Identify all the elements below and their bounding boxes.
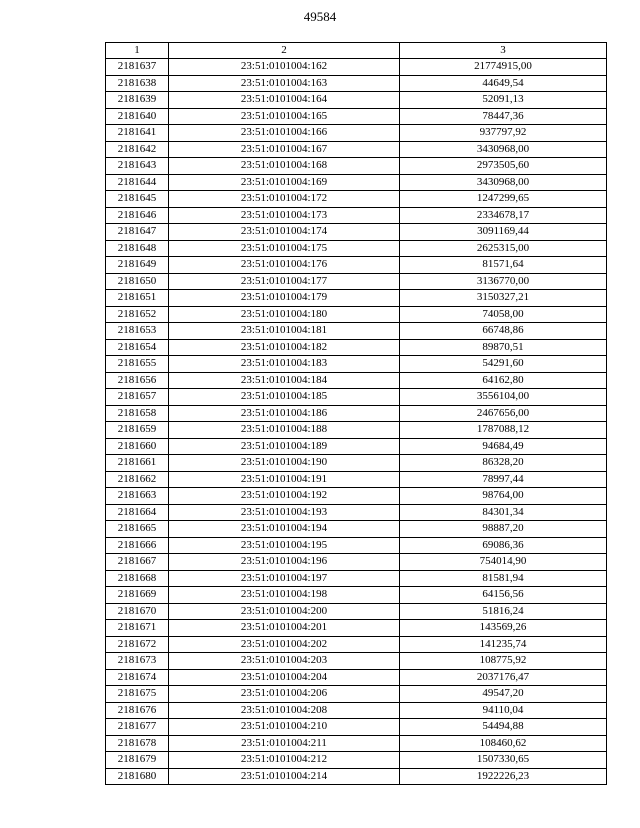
value-cell: 1507330,65 (400, 752, 607, 769)
row-number-cell: 2181653 (106, 323, 169, 340)
value-cell: 78997,44 (400, 471, 607, 488)
value-cell: 141235,74 (400, 636, 607, 653)
table-row (106, 290, 607, 307)
value-cell: 3556104,00 (400, 389, 607, 406)
value-cell: 64162,80 (400, 372, 607, 389)
table-row (106, 537, 607, 554)
row-number-cell: 2181643 (106, 158, 169, 175)
row-number-cell: 2181640 (106, 108, 169, 125)
table-row (106, 174, 607, 191)
cadastral-number-cell: 23:51:0101004:190 (169, 455, 400, 472)
table-row (106, 570, 607, 587)
table-row (106, 224, 607, 241)
value-cell: 54291,60 (400, 356, 607, 373)
cadastral-number-cell: 23:51:0101004:195 (169, 537, 400, 554)
value-cell: 78447,36 (400, 108, 607, 125)
value-cell: 3150327,21 (400, 290, 607, 307)
value-cell: 98887,20 (400, 521, 607, 538)
cadastral-number-cell: 23:51:0101004:163 (169, 75, 400, 92)
value-cell: 44649,54 (400, 75, 607, 92)
value-cell: 2037176,47 (400, 669, 607, 686)
row-number-cell: 2181663 (106, 488, 169, 505)
cadastral-number-cell: 23:51:0101004:165 (169, 108, 400, 125)
value-cell: 2334678,17 (400, 207, 607, 224)
cadastral-number-cell: 23:51:0101004:183 (169, 356, 400, 373)
row-number-cell: 2181647 (106, 224, 169, 241)
value-cell: 86328,20 (400, 455, 607, 472)
table-row (106, 75, 607, 92)
row-number-cell: 2181638 (106, 75, 169, 92)
value-cell: 1922226,23 (400, 768, 607, 785)
row-number-cell: 2181637 (106, 59, 169, 76)
row-number-cell: 2181650 (106, 273, 169, 290)
table-row (106, 405, 607, 422)
cadastral-number-cell: 23:51:0101004:191 (169, 471, 400, 488)
cadastral-number-cell: 23:51:0101004:184 (169, 372, 400, 389)
value-cell: 1247299,65 (400, 191, 607, 208)
table-row (106, 422, 607, 439)
table-row (106, 389, 607, 406)
cadastral-number-cell: 23:51:0101004:197 (169, 570, 400, 587)
row-number-cell: 2181670 (106, 603, 169, 620)
cadastral-number-cell: 23:51:0101004:169 (169, 174, 400, 191)
value-cell: 3430968,00 (400, 174, 607, 191)
row-number-cell: 2181644 (106, 174, 169, 191)
cadastral-number-cell: 23:51:0101004:210 (169, 719, 400, 736)
row-number-cell: 2181669 (106, 587, 169, 604)
cadastral-number-cell: 23:51:0101004:172 (169, 191, 400, 208)
value-cell: 64156,56 (400, 587, 607, 604)
row-number-cell: 2181677 (106, 719, 169, 736)
cadastral-number-cell: 23:51:0101004:196 (169, 554, 400, 571)
column-header: 1 (106, 43, 169, 59)
cadastral-number-cell: 23:51:0101004:208 (169, 702, 400, 719)
cadastral-number-cell: 23:51:0101004:182 (169, 339, 400, 356)
table-row (106, 108, 607, 125)
value-cell: 84301,34 (400, 504, 607, 521)
value-cell: 108460,62 (400, 735, 607, 752)
data-table (105, 42, 607, 785)
value-cell: 937797,92 (400, 125, 607, 142)
cadastral-number-cell: 23:51:0101004:186 (169, 405, 400, 422)
value-cell: 2625315,00 (400, 240, 607, 257)
cadastral-number-cell: 23:51:0101004:174 (169, 224, 400, 241)
value-cell: 21774915,00 (400, 59, 607, 76)
table-row (106, 752, 607, 769)
table-row (106, 240, 607, 257)
value-cell: 3091169,44 (400, 224, 607, 241)
value-cell: 2467656,00 (400, 405, 607, 422)
table-row (106, 323, 607, 340)
row-number-cell: 2181680 (106, 768, 169, 785)
cadastral-number-cell: 23:51:0101004:188 (169, 422, 400, 439)
value-cell: 108775,92 (400, 653, 607, 670)
table-row (106, 686, 607, 703)
table-row (106, 125, 607, 142)
cadastral-number-cell: 23:51:0101004:206 (169, 686, 400, 703)
table-row (106, 669, 607, 686)
cadastral-number-cell: 23:51:0101004:203 (169, 653, 400, 670)
row-number-cell: 2181659 (106, 422, 169, 439)
row-number-cell: 2181662 (106, 471, 169, 488)
row-number-cell: 2181676 (106, 702, 169, 719)
cadastral-number-cell: 23:51:0101004:193 (169, 504, 400, 521)
table-row (106, 158, 607, 175)
cadastral-number-cell: 23:51:0101004:180 (169, 306, 400, 323)
cadastral-number-cell: 23:51:0101004:179 (169, 290, 400, 307)
table-row (106, 438, 607, 455)
table-row (106, 356, 607, 373)
value-cell: 143569,26 (400, 620, 607, 637)
row-number-cell: 2181656 (106, 372, 169, 389)
table-row (106, 554, 607, 571)
row-number-cell: 2181657 (106, 389, 169, 406)
cadastral-number-cell: 23:51:0101004:200 (169, 603, 400, 620)
cadastral-number-cell: 23:51:0101004:198 (169, 587, 400, 604)
table-row (106, 653, 607, 670)
row-number-cell: 2181660 (106, 438, 169, 455)
row-number-cell: 2181667 (106, 554, 169, 571)
row-number-cell: 2181639 (106, 92, 169, 109)
row-number-cell: 2181666 (106, 537, 169, 554)
value-cell: 94684,49 (400, 438, 607, 455)
row-number-cell: 2181673 (106, 653, 169, 670)
row-number-cell: 2181646 (106, 207, 169, 224)
row-number-cell: 2181675 (106, 686, 169, 703)
cadastral-number-cell: 23:51:0101004:192 (169, 488, 400, 505)
table-row (106, 719, 607, 736)
table-row (106, 603, 607, 620)
value-cell: 74058,00 (400, 306, 607, 323)
value-cell: 94110,04 (400, 702, 607, 719)
table-row (106, 636, 607, 653)
value-cell: 69086,36 (400, 537, 607, 554)
row-number-cell: 2181661 (106, 455, 169, 472)
table-row (106, 59, 607, 76)
value-cell: 3430968,00 (400, 141, 607, 158)
value-cell: 54494,88 (400, 719, 607, 736)
value-cell: 754014,90 (400, 554, 607, 571)
row-number-cell: 2181665 (106, 521, 169, 538)
cadastral-number-cell: 23:51:0101004:175 (169, 240, 400, 257)
value-cell: 1787088,12 (400, 422, 607, 439)
table-row (106, 455, 607, 472)
cadastral-number-cell: 23:51:0101004:168 (169, 158, 400, 175)
cadastral-number-cell: 23:51:0101004:211 (169, 735, 400, 752)
row-number-cell: 2181648 (106, 240, 169, 257)
row-number-cell: 2181671 (106, 620, 169, 637)
value-cell: 2973505,60 (400, 158, 607, 175)
table-row (106, 768, 607, 785)
table-row (106, 92, 607, 109)
cadastral-number-cell: 23:51:0101004:204 (169, 669, 400, 686)
table-row (106, 521, 607, 538)
row-number-cell: 2181664 (106, 504, 169, 521)
row-number-cell: 2181674 (106, 669, 169, 686)
row-number-cell: 2181652 (106, 306, 169, 323)
row-number-cell: 2181642 (106, 141, 169, 158)
value-cell: 3136770,00 (400, 273, 607, 290)
cadastral-number-cell: 23:51:0101004:212 (169, 752, 400, 769)
table-row (106, 257, 607, 274)
value-cell: 98764,00 (400, 488, 607, 505)
row-number-cell: 2181655 (106, 356, 169, 373)
row-number-cell: 2181651 (106, 290, 169, 307)
table-body (106, 59, 607, 785)
table-row (106, 702, 607, 719)
value-cell: 89870,51 (400, 339, 607, 356)
value-cell: 51816,24 (400, 603, 607, 620)
cadastral-number-cell: 23:51:0101004:181 (169, 323, 400, 340)
row-number-cell: 2181672 (106, 636, 169, 653)
row-number-cell: 2181658 (106, 405, 169, 422)
table-row (106, 587, 607, 604)
cadastral-number-cell: 23:51:0101004:185 (169, 389, 400, 406)
cadastral-number-cell: 23:51:0101004:177 (169, 273, 400, 290)
row-number-cell: 2181654 (106, 339, 169, 356)
table-row (106, 471, 607, 488)
column-header: 2 (169, 43, 400, 59)
cadastral-number-cell: 23:51:0101004:189 (169, 438, 400, 455)
cadastral-number-cell: 23:51:0101004:194 (169, 521, 400, 538)
table-row (106, 306, 607, 323)
cadastral-number-cell: 23:51:0101004:167 (169, 141, 400, 158)
value-cell: 66748,86 (400, 323, 607, 340)
page-number: 49584 (303, 9, 337, 24)
row-number-cell: 2181649 (106, 257, 169, 274)
table-row (106, 620, 607, 637)
cadastral-number-cell: 23:51:0101004:176 (169, 257, 400, 274)
value-cell: 52091,13 (400, 92, 607, 109)
table-row (106, 141, 607, 158)
table-row (106, 339, 607, 356)
row-number-cell: 2181678 (106, 735, 169, 752)
table-row (106, 488, 607, 505)
table-row (106, 273, 607, 290)
table-row (106, 191, 607, 208)
row-number-cell: 2181668 (106, 570, 169, 587)
value-cell: 81571,64 (400, 257, 607, 274)
cadastral-number-cell: 23:51:0101004:201 (169, 620, 400, 637)
cadastral-number-cell: 23:51:0101004:202 (169, 636, 400, 653)
row-number-cell: 2181645 (106, 191, 169, 208)
cadastral-number-cell: 23:51:0101004:214 (169, 768, 400, 785)
value-cell: 81581,94 (400, 570, 607, 587)
row-number-cell: 2181641 (106, 125, 169, 142)
column-header: 3 (400, 43, 607, 59)
cadastral-number-cell: 23:51:0101004:173 (169, 207, 400, 224)
cadastral-number-cell: 23:51:0101004:166 (169, 125, 400, 142)
cadastral-number-cell: 23:51:0101004:162 (169, 59, 400, 76)
table-row (106, 372, 607, 389)
value-cell: 49547,20 (400, 686, 607, 703)
table-row (106, 207, 607, 224)
row-number-cell: 2181679 (106, 752, 169, 769)
table-row (106, 735, 607, 752)
table-row (106, 504, 607, 521)
cadastral-number-cell: 23:51:0101004:164 (169, 92, 400, 109)
table-header-row (106, 43, 607, 59)
